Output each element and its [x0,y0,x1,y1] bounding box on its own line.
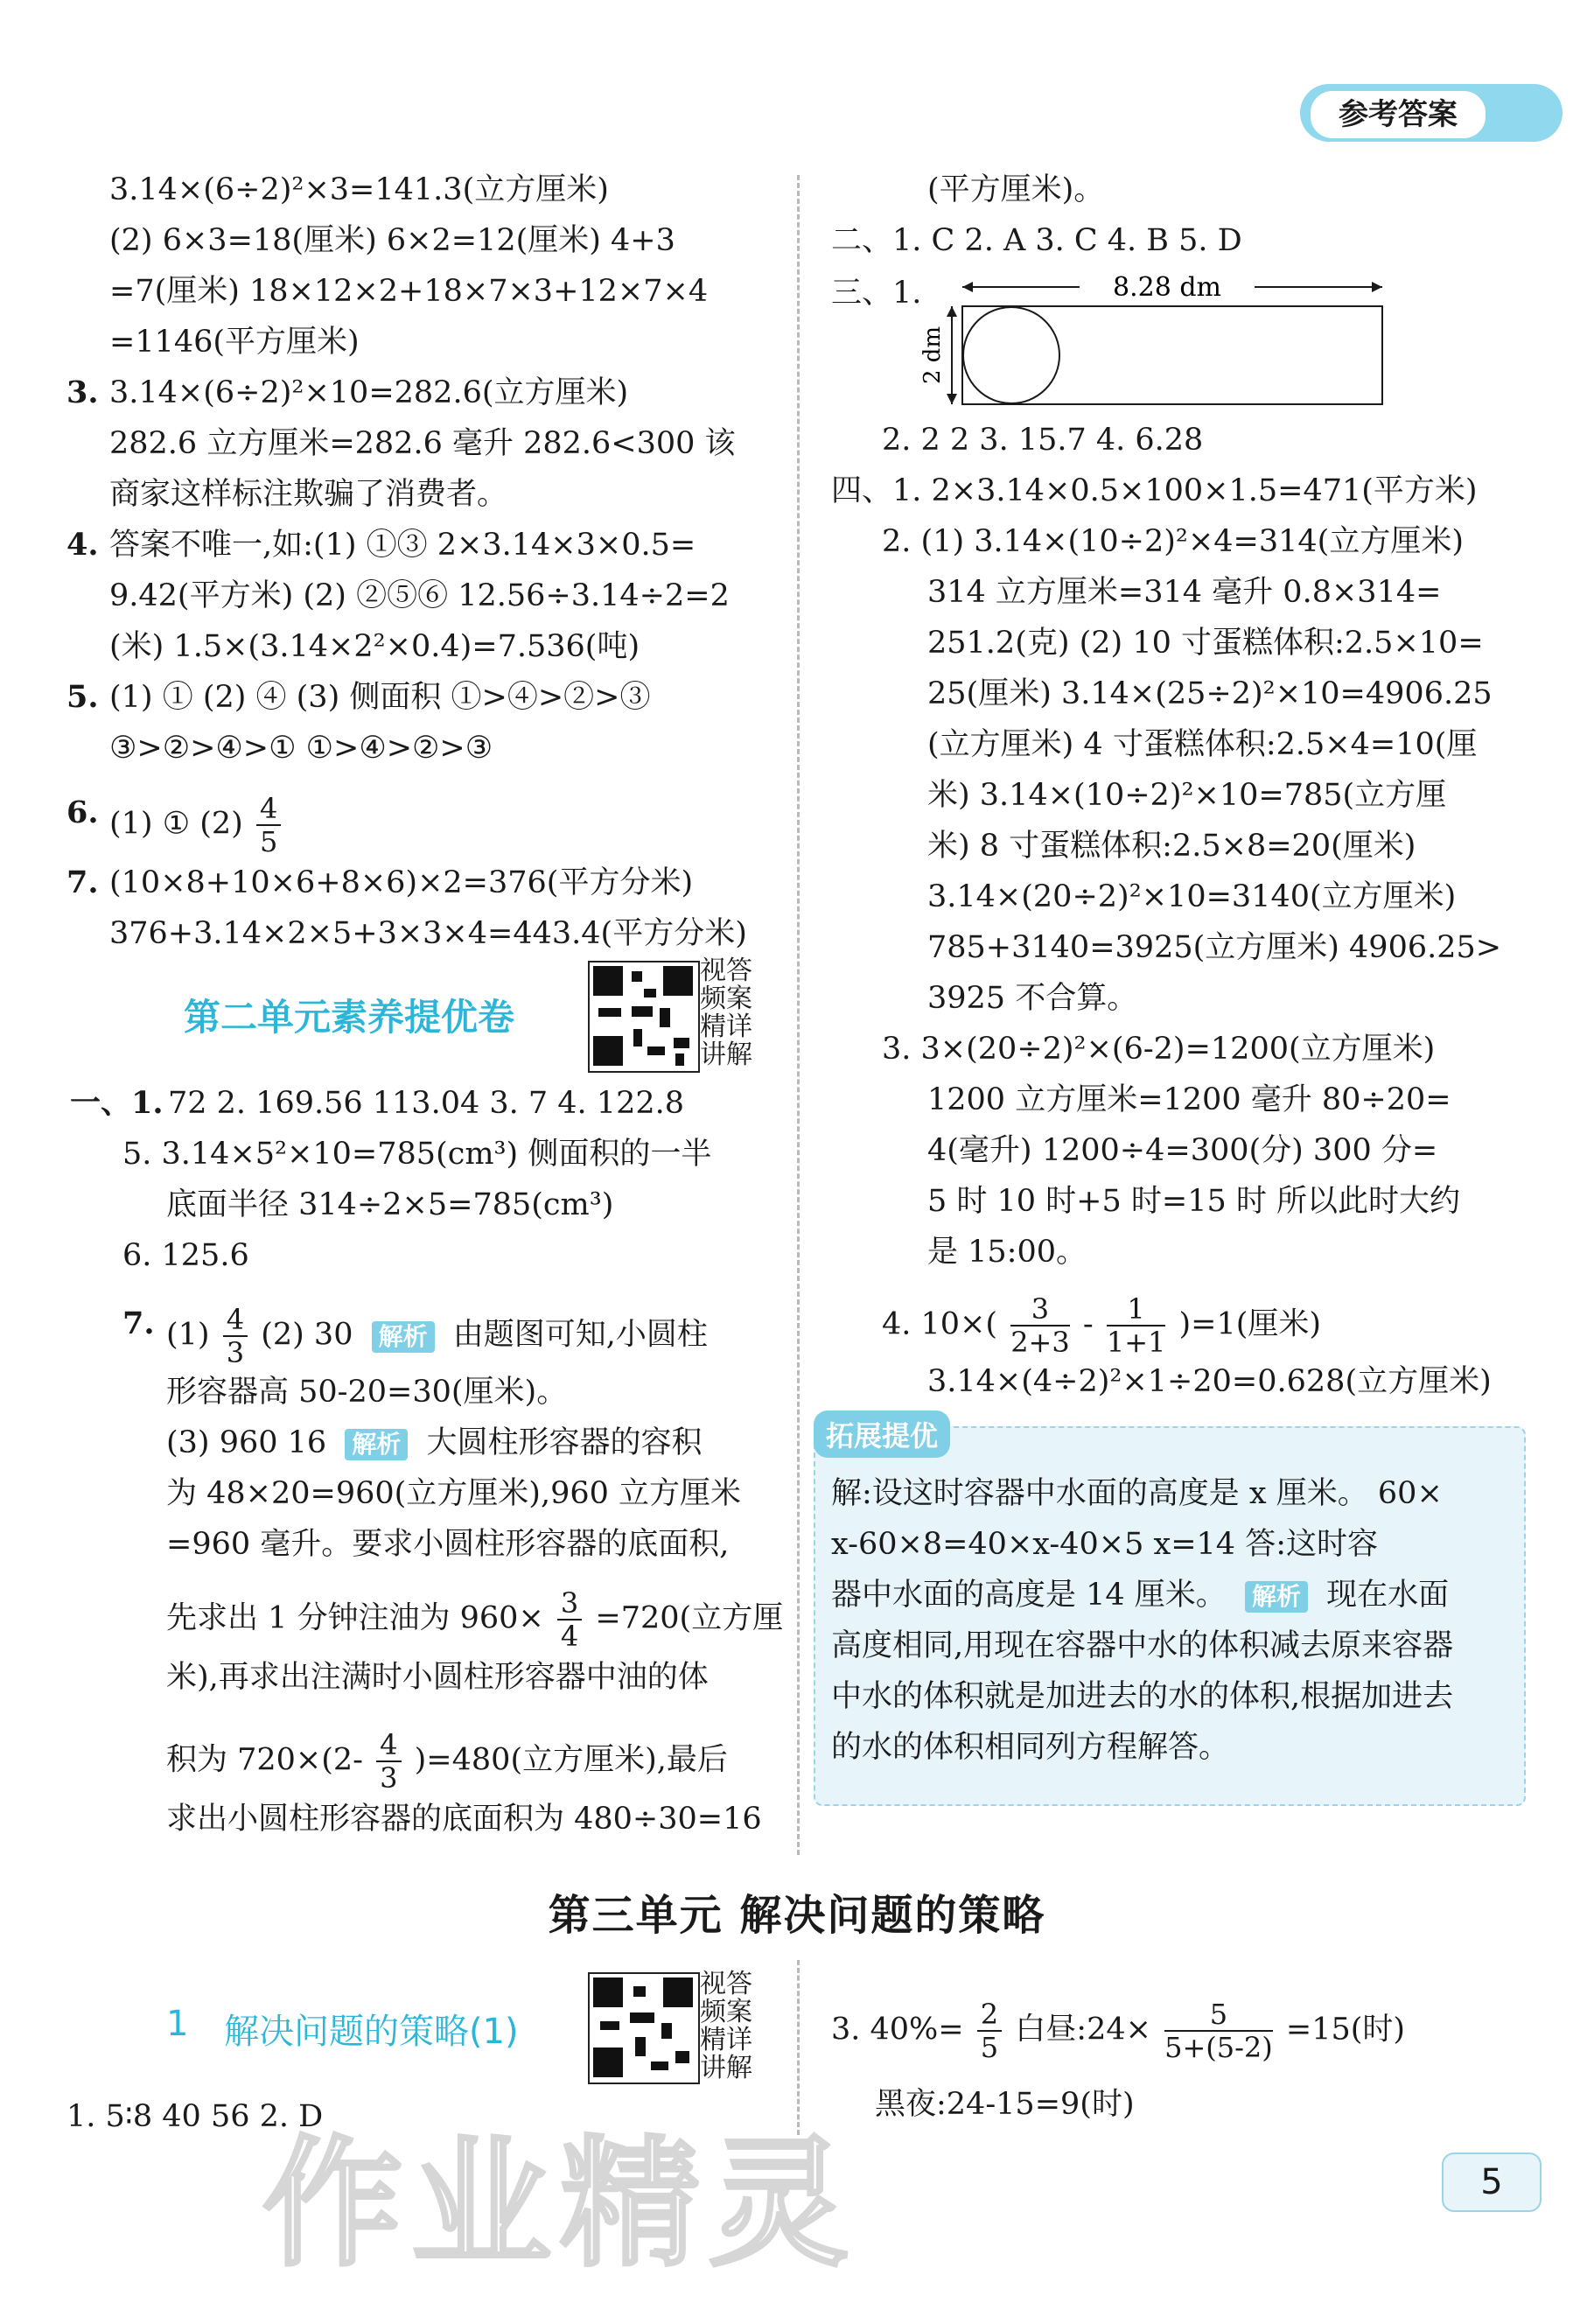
section-title: 解决问题的策略(1) [224,2012,519,2052]
analysis-tag: 解析 [372,1321,435,1353]
fraction [1164,1998,1273,2063]
column-divider [797,175,800,1855]
qr-code[interactable] [588,961,700,1073]
answer-text: )=1(厘米) [1178,1306,1322,1342]
numerator: 1 [1107,1293,1166,1326]
numerator: 2 [977,1998,1002,2032]
answer-line: =1146(平方厘米) [109,325,360,360]
section-number: 1 [166,2004,189,2044]
answer-line: 是 15:00。 [927,1235,1087,1270]
arrow-head [947,306,957,317]
answer-text: 先求出 1 分钟注油为 960× [166,1600,544,1636]
answer-text: (1) [166,1317,210,1353]
answer-line: 商家这样标注欺骗了消费者。 [109,477,508,512]
answer-line [882,1293,1321,1358]
header-label: 参考答案 [1309,89,1487,140]
circle [963,307,1059,403]
answer-line: 25(厘米) 3.14×(25÷2)²×10=4906.25 [927,676,1493,711]
answer-line: 米) 8 寸蛋糕体积:2.5×8=20(厘米) [927,829,1416,864]
question-number: 6. [66,794,99,830]
qr-caption-line: 讲解 [700,1040,752,1070]
fraction [1010,1293,1070,1358]
qr-caption-line: 频案 [700,1997,752,2027]
answer-line: 251.2(克) (2) 10 寸蛋糕体积:2.5×10= [927,626,1484,661]
answer-line: 二、1. C 2. A 3. C 4. B 5. D [831,223,1242,258]
answer-text: 4. 10×( [882,1306,998,1342]
answer-line: (平方厘米)。 [927,172,1105,207]
extension-line: 解:设这时容器中水面的高度是 x 厘米。 60× [831,1476,1443,1511]
answer-line: 72 2. 169.56 113.04 3. 7 4. 122.8 [168,1086,684,1121]
question-number: 3. [66,374,99,410]
answer-text: (2) 30 [261,1317,353,1353]
extension-tag: 拓展提优 [814,1410,950,1458]
numerator: 5 [1164,1998,1273,2032]
answer-line: 5. 3.14×5²×10=785(cm³) 侧面积的一半 [122,1137,712,1172]
answer-text: 大圆柱形容器的容积 [426,1425,703,1460]
answer-text: (1) ① (2) [109,806,243,842]
question-number: 5. [66,679,99,715]
extension-line: x-60×8=40×x-40×5 x=14 答:这时容 [831,1527,1378,1562]
answer-line [831,1998,1405,2063]
denominator: 5 [259,825,278,858]
answer-line: (10×8+10×6+8×6)×2=376(平方分米) [109,865,694,900]
rectangle [962,306,1382,404]
answer-line [166,1423,702,1463]
answer-text: (3) 960 16 [166,1425,327,1460]
answer-line [166,1729,728,1794]
fraction [223,1304,248,1368]
qr-code[interactable] [588,1972,700,2084]
numerator: 4 [376,1729,401,1762]
answer-line: (立方厘米) 4 寸蛋糕体积:2.5×4=10(厘 [927,727,1478,762]
qr-caption [700,957,752,1069]
qr-caption-line: 精详 [700,2025,752,2055]
qr-caption-line: 精详 [700,1012,752,1042]
answer-line: 314 立方厘米=314 毫升 0.8×314= [927,575,1442,610]
analysis-tag: 解析 [1245,1581,1308,1613]
denominator: 3 [226,1336,245,1369]
numerator: 4 [223,1304,248,1337]
answer-line: 米),再求出注满时小圆柱形容器中油的体 [166,1660,709,1695]
answer-text: 现在水面 [1326,1578,1450,1613]
answer-line: 3.14×(4÷2)²×1÷20=0.628(立方厘米) [927,1364,1492,1399]
fraction [376,1729,401,1794]
answer-line: 答案不唯一,如:(1) ①③ 2×3.14×3×0.5= [109,528,696,563]
arrow-head [962,282,973,292]
chapter-title: 第三单元 解决问题的策略 [548,1891,1046,1940]
denominator: 5+(5-2) [1164,2031,1273,2064]
extension-line [831,1575,1449,1615]
answer-line: 2. (1) 3.14×(10÷2)²×4=314(立方厘米) [882,524,1464,559]
answer-line: =7(厘米) 18×12×2+18×7×3+12×7×4 [109,274,709,309]
section-number: 一、1. [70,1085,164,1121]
height-label: 2 dm [919,326,946,385]
answer-line: 黑夜:24-15=9(时) [875,2087,1135,2122]
qr-caption-line: 频案 [700,984,752,1014]
answer-line: 为 48×20=960(立方厘米),960 立方厘米 [166,1476,742,1511]
extension-line: 高度相同,用现在容器中水的体积减去原来容器 [831,1628,1454,1663]
extension-line: 中水的体积就是加进去的水的体积,根据加进去 [831,1679,1454,1714]
denominator: 1+1 [1106,1326,1166,1359]
width-label: 8.28 dm [1113,272,1221,303]
answer-line: (2) 6×3=18(厘米) 6×2=12(厘米) 4+3 [109,223,675,258]
arrow-head [947,394,957,404]
numerator: 3 [1010,1293,1070,1326]
answer-line: 3. 3×(20÷2)²×(6-2)=1200(立方厘米) [882,1032,1436,1067]
answer-text: =720(立方厘 [595,1600,784,1636]
denominator: 3 [380,1761,398,1795]
fraction [557,1587,582,1652]
section-number: 三、1. [831,276,922,311]
question-number: 7. [66,864,99,900]
answer-line: 2. 2 2 3. 15.7 4. 6.28 [882,423,1204,458]
answer-line [166,1587,783,1652]
denominator: 4 [560,1620,579,1653]
answer-line: ③>②>④>① ①>④>②>③ [109,731,493,766]
cylinder-net-diagram [919,271,1391,411]
answer-line: 9.42(平方米) (2) ②⑤⑥ 12.56÷3.14÷2=2 [109,578,730,613]
answer-text: 由题图可知,小圆柱 [452,1317,708,1353]
qr-caption-line: 视答 [700,1969,752,1999]
answer-text: 器中水面的高度是 14 厘米。 [831,1578,1227,1613]
answer-line: 4(毫升) 1200÷4=300(分) 300 分= [927,1133,1438,1168]
question-number: 7. [122,1306,155,1341]
answer-line: 四、1. 2×3.14×0.5×100×1.5=471(平方米) [831,473,1478,508]
answer-text: 积为 720×(2- [166,1742,364,1778]
answer-line: 底面半径 314÷2×5=785(cm³) [166,1187,614,1222]
unit-title: 第二单元素养提优卷 [184,996,515,1039]
answer-line: 3.14×(6÷2)²×10=282.6(立方厘米) [109,375,629,410]
header-badge [1300,84,1563,142]
answer-line: (米) 1.5×(3.14×2²×0.4)=7.536(吨) [109,629,640,664]
answer-line: 1. 5∶8 40 56 2. D [66,2099,324,2134]
answer-line: 5 时 10 时+5 时=15 时 所以此时大约 [927,1184,1461,1219]
answer-line: 3.14×(6÷2)²×3=141.3(立方厘米) [109,172,609,207]
answer-line: =960 毫升。要求小圆柱形容器的底面积, [166,1527,730,1562]
answer-line: 785+3140=3925(立方厘米) 4906.25> [927,930,1502,965]
answer-line: 6. 125.6 [122,1238,249,1273]
watermark: 作业精灵 [262,2122,858,2286]
fraction [977,1998,1002,2063]
answer-line [166,1304,708,1368]
qr-caption-line: 讲解 [700,2053,752,2083]
answer-text: 3. 40%= [831,2012,964,2048]
fraction [256,793,281,858]
qr-caption-line: 视答 [700,956,752,986]
answer-line: (1) ① (2) ④ (3) 侧面积 ①>④>②>③ [109,680,651,715]
answer-line: 3.14×(20÷2)²×10=3140(立方厘米) [927,879,1457,914]
answer-text: )=480(立方厘米),最后 [414,1742,728,1778]
denominator: 5 [980,2031,999,2064]
answer-text: 白昼:24× [1015,2012,1151,2048]
operator: - [1082,1306,1094,1342]
numerator: 3 [557,1587,582,1620]
answer-line [109,793,284,858]
answer-line: 求出小圆柱形容器的底面积为 480÷30=16 [166,1802,762,1837]
answer-line: 282.6 立方厘米=282.6 毫升 282.6<300 该 [109,426,736,461]
answer-text: =15(时) [1285,2012,1406,2048]
extension-line: 的水的体积相同列方程解答。 [831,1730,1230,1765]
answer-line: 米) 3.14×(10÷2)²×10=785(立方厘 [927,778,1447,813]
question-number: 4. [66,527,99,563]
arrow-head [1372,282,1382,292]
qr-caption [700,1970,752,2082]
answer-line: 1200 立方厘米=1200 毫升 80÷20= [927,1082,1451,1117]
analysis-tag: 解析 [345,1429,408,1460]
numerator: 4 [256,793,281,826]
answer-line: 376+3.14×2×5+3×3×4=443.4(平方分米) [109,916,747,951]
page-number: 5 [1442,2152,1542,2212]
fraction [1107,1293,1166,1358]
answer-line: 3925 不合算。 [927,981,1138,1016]
answer-line: 形容器高 50-20=30(厘米)。 [166,1375,568,1410]
denominator: 2+3 [1010,1326,1070,1359]
